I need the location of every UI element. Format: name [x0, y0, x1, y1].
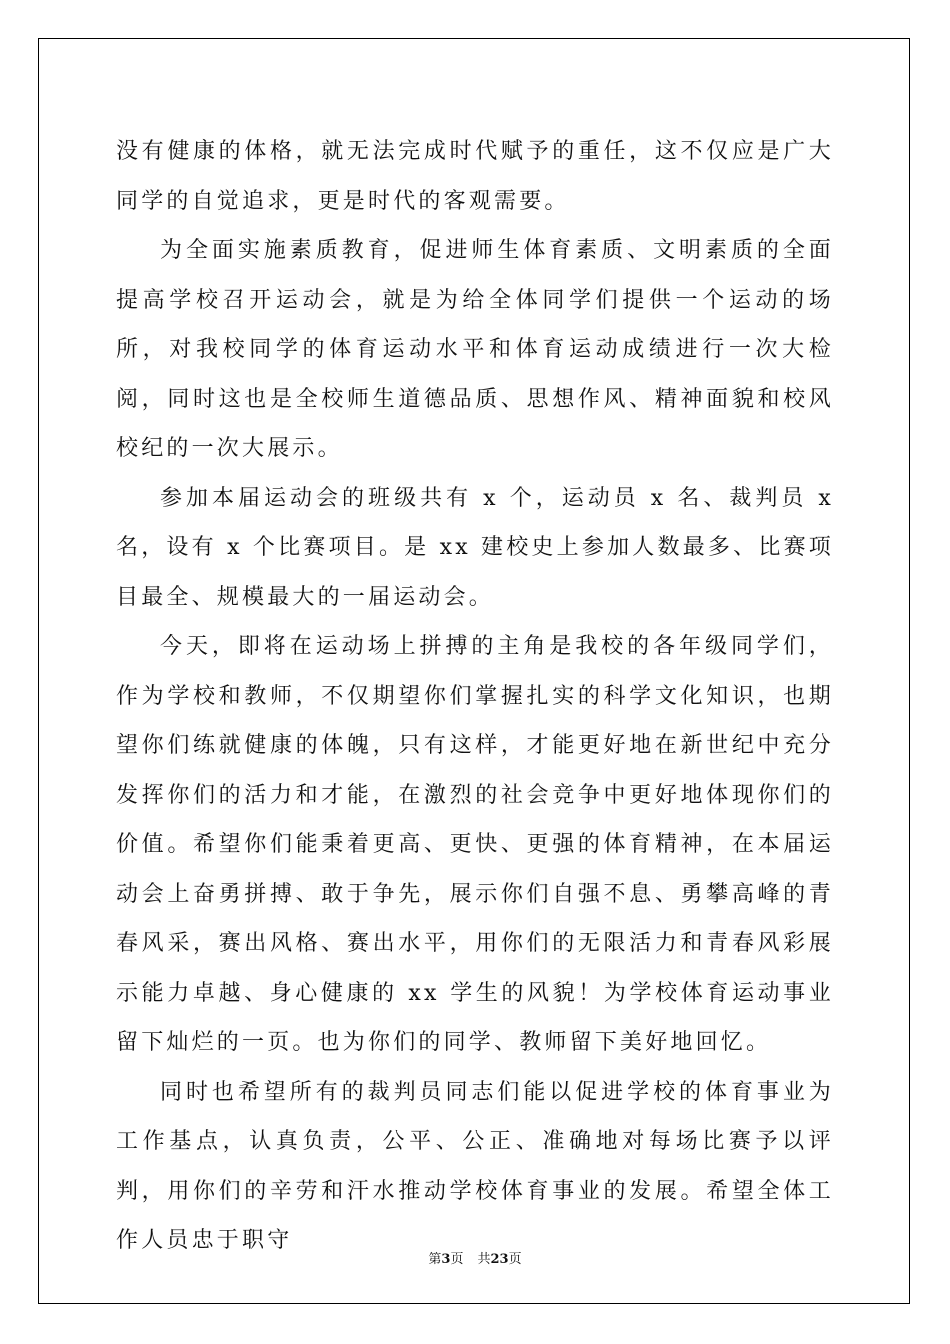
total-page-count: 23	[490, 1252, 509, 1267]
page-prefix: 第	[428, 1252, 442, 1267]
total-prefix: 共	[477, 1252, 491, 1267]
current-page-number: 3	[441, 1252, 451, 1267]
document-body	[116, 127, 834, 1266]
page-unit: 页	[450, 1252, 464, 1267]
paragraph: 今天，即将在运动场上拼搏的主角是我校的各年级同学们，作为学校和教师，不仅期望你们掌握扎实的科学文化知识，也期望你们练就健康的体魄，只有这样，才能更好地在新世纪中充分发挥你们的活力和才能，在激烈的社会竞争中更好地体现你们的价值。希望你们能秉着更高、更快、更强的体育精神，在本届运动会上奋勇拼搏、敢于争先，展示你们自强不息、勇攀高峰的青春风采，赛出风格、赛出水平，用你们的无限活力和青春风彩展示能力卓越、身心健康的 xx 学生的风貌！为学校体育运动事业留下灿烂的一页。也为你们的同学、教师留下美好地回忆。	[116, 634, 834, 1055]
paragraph: 参加本届运动会的班级共有 x 个，运动员 x 名、裁判员 x 名，设有 x 个比赛项目。是 xx 建校史上参加人数最多、比赛项目最全、规模最大的一届运动会。	[116, 485, 834, 610]
paragraph-continued: 没有健康的体格，就无法完成时代赋予的重任，这不仅应是广大同学的自觉追求，更是时代的客观需要。	[116, 139, 834, 214]
paragraph: 为全面实施素质教育，促进师生体育素质、文明素质的全面提高学校召开运动会，就是为给全体同学们提供一个运动的场所，对我校同学的体育运动水平和体育运动成绩进行一次大检阅，同时这也是全校师生道德品质、思想作风、精神面貌和校风校纪的一次大展示。	[116, 238, 834, 461]
paragraph: 同时也希望所有的裁判员同志们能以促进学校的体育事业为工作基点，认真负责，公平、公正、准确地对每场比赛予以评判，用你们的辛劳和汗水推动学校体育事业的发展。希望全体工作人员忠于职守	[116, 1079, 834, 1253]
page-footer	[0, 1248, 950, 1267]
total-unit: 页	[508, 1252, 522, 1267]
